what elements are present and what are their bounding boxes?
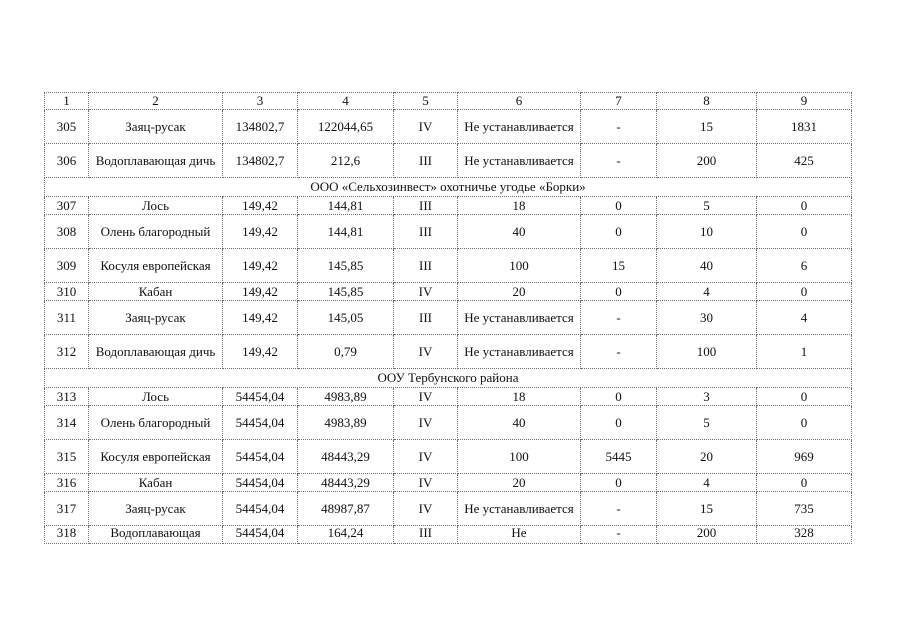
species-cell: Заяц-русак <box>89 110 223 144</box>
species-cell: Косуля европейская <box>89 440 223 474</box>
bonitet-cell: IV <box>394 474 458 492</box>
species-cell: Лось <box>89 388 223 406</box>
bonitet-cell: IV <box>394 492 458 526</box>
quota-cell: - <box>581 335 657 369</box>
area-cell: 149,42 <box>223 215 298 249</box>
min-density-cell: 4 <box>657 474 757 492</box>
habitat-area-cell: 145,85 <box>298 283 394 301</box>
min-density-cell: 5 <box>657 406 757 440</box>
quota-cell: 0 <box>581 215 657 249</box>
column-header: 2 <box>89 93 223 110</box>
column-header: 9 <box>757 93 852 110</box>
bonitet-cell: IV <box>394 110 458 144</box>
norm-cell: 18 <box>458 197 581 215</box>
table-row <box>45 144 852 178</box>
column-header: 8 <box>657 93 757 110</box>
count-cell: 0 <box>757 283 852 301</box>
bonitet-cell: III <box>394 144 458 178</box>
min-density-cell: 200 <box>657 526 757 544</box>
count-cell: 328 <box>757 526 852 544</box>
quota-cell: 0 <box>581 283 657 301</box>
count-cell: 1831 <box>757 110 852 144</box>
norm-cell: 40 <box>458 406 581 440</box>
bonitet-cell: IV <box>394 406 458 440</box>
area-cell: 149,42 <box>223 197 298 215</box>
quota-cell: - <box>581 144 657 178</box>
quota-cell: - <box>581 110 657 144</box>
row-number-cell: 316 <box>45 474 89 492</box>
quota-cell: 5445 <box>581 440 657 474</box>
species-cell: Кабан <box>89 283 223 301</box>
habitat-area-cell: 4983,89 <box>298 388 394 406</box>
bonitet-cell: III <box>394 249 458 283</box>
norm-cell: 40 <box>458 215 581 249</box>
species-cell: Заяц-русак <box>89 492 223 526</box>
min-density-cell: 15 <box>657 110 757 144</box>
row-number-cell: 311 <box>45 301 89 335</box>
habitat-area-cell: 48443,29 <box>298 474 394 492</box>
count-cell: 0 <box>757 388 852 406</box>
norm-cell: Не устанавливается <box>458 492 581 526</box>
habitat-area-cell: 48987,87 <box>298 492 394 526</box>
bonitet-cell: III <box>394 301 458 335</box>
area-cell: 54454,04 <box>223 440 298 474</box>
row-number-cell: 310 <box>45 283 89 301</box>
table-row <box>45 388 852 406</box>
norm-cell: Не устанавливается <box>458 144 581 178</box>
row-number-cell: 307 <box>45 197 89 215</box>
species-cell: Олень благородный <box>89 406 223 440</box>
row-number-cell: 317 <box>45 492 89 526</box>
column-header: 7 <box>581 93 657 110</box>
norm-cell: 100 <box>458 440 581 474</box>
table-row <box>45 335 852 369</box>
quota-cell: 0 <box>581 197 657 215</box>
norm-cell: Не устанавливается <box>458 110 581 144</box>
count-cell: 969 <box>757 440 852 474</box>
count-cell: 6 <box>757 249 852 283</box>
row-number-cell: 305 <box>45 110 89 144</box>
bonitet-cell: III <box>394 215 458 249</box>
area-cell: 54454,04 <box>223 388 298 406</box>
row-number-cell: 314 <box>45 406 89 440</box>
habitat-area-cell: 212,6 <box>298 144 394 178</box>
section-title: ООУ Тербунского района <box>45 369 852 388</box>
table-row <box>45 406 852 440</box>
area-cell: 54454,04 <box>223 492 298 526</box>
table-row <box>45 197 852 215</box>
bonitet-cell: IV <box>394 440 458 474</box>
table-row <box>45 440 852 474</box>
area-cell: 134802,7 <box>223 144 298 178</box>
column-header: 3 <box>223 93 298 110</box>
count-cell: 4 <box>757 301 852 335</box>
species-cell: Олень благородный <box>89 215 223 249</box>
min-density-cell: 5 <box>657 197 757 215</box>
habitat-area-cell: 164,24 <box>298 526 394 544</box>
species-cell: Кабан <box>89 474 223 492</box>
species-cell: Косуля европейская <box>89 249 223 283</box>
area-cell: 149,42 <box>223 249 298 283</box>
habitat-area-cell: 144,81 <box>298 215 394 249</box>
min-density-cell: 20 <box>657 440 757 474</box>
section-row <box>45 369 852 388</box>
habitat-area-cell: 4983,89 <box>298 406 394 440</box>
count-cell: 0 <box>757 406 852 440</box>
min-density-cell: 4 <box>657 283 757 301</box>
norm-cell: 18 <box>458 388 581 406</box>
quota-cell: 0 <box>581 406 657 440</box>
species-cell: Водоплавающая дичь <box>89 144 223 178</box>
table-row <box>45 110 852 144</box>
quota-cell: - <box>581 492 657 526</box>
table-row <box>45 492 852 526</box>
column-header: 4 <box>298 93 394 110</box>
area-cell: 54454,04 <box>223 474 298 492</box>
count-cell: 0 <box>757 474 852 492</box>
species-cell: Лось <box>89 197 223 215</box>
norm-cell: Не устанавливается <box>458 301 581 335</box>
row-number-cell: 318 <box>45 526 89 544</box>
area-cell: 134802,7 <box>223 110 298 144</box>
row-number-cell: 306 <box>45 144 89 178</box>
bonitet-cell: IV <box>394 335 458 369</box>
table-row <box>45 526 852 544</box>
table-row <box>45 301 852 335</box>
habitat-area-cell: 122044,65 <box>298 110 394 144</box>
row-number-cell: 308 <box>45 215 89 249</box>
min-density-cell: 200 <box>657 144 757 178</box>
area-cell: 54454,04 <box>223 526 298 544</box>
min-density-cell: 40 <box>657 249 757 283</box>
column-header: 5 <box>394 93 458 110</box>
habitat-area-cell: 145,85 <box>298 249 394 283</box>
count-cell: 735 <box>757 492 852 526</box>
count-cell: 0 <box>757 197 852 215</box>
quota-cell: - <box>581 301 657 335</box>
species-cell: Заяц-русак <box>89 301 223 335</box>
table-row <box>45 474 852 492</box>
table-row <box>45 283 852 301</box>
column-number-row <box>45 93 852 110</box>
table-row <box>45 249 852 283</box>
min-density-cell: 15 <box>657 492 757 526</box>
column-header: 6 <box>458 93 581 110</box>
table-row <box>45 215 852 249</box>
quota-cell: 15 <box>581 249 657 283</box>
count-cell: 0 <box>757 215 852 249</box>
bonitet-cell: IV <box>394 283 458 301</box>
section-row <box>45 178 852 197</box>
bonitet-cell: IV <box>394 388 458 406</box>
species-cell: Водоплавающая дичь <box>89 335 223 369</box>
min-density-cell: 100 <box>657 335 757 369</box>
bonitet-cell: III <box>394 526 458 544</box>
row-number-cell: 313 <box>45 388 89 406</box>
norm-cell: Не <box>458 526 581 544</box>
species-cell: Водоплавающая <box>89 526 223 544</box>
count-cell: 425 <box>757 144 852 178</box>
norm-cell: 20 <box>458 474 581 492</box>
min-density-cell: 30 <box>657 301 757 335</box>
norm-cell: 100 <box>458 249 581 283</box>
norm-cell: Не устанавливается <box>458 335 581 369</box>
row-number-cell: 315 <box>45 440 89 474</box>
count-cell: 1 <box>757 335 852 369</box>
habitat-area-cell: 144,81 <box>298 197 394 215</box>
quota-cell: 0 <box>581 388 657 406</box>
norm-cell: 20 <box>458 283 581 301</box>
area-cell: 149,42 <box>223 301 298 335</box>
section-title: ООО «Сельхозинвест» охотничье угодье «Борки» <box>45 178 852 197</box>
game-quota-table <box>44 92 852 544</box>
area-cell: 54454,04 <box>223 406 298 440</box>
column-header: 1 <box>45 93 89 110</box>
area-cell: 149,42 <box>223 283 298 301</box>
habitat-area-cell: 0,79 <box>298 335 394 369</box>
area-cell: 149,42 <box>223 335 298 369</box>
row-number-cell: 312 <box>45 335 89 369</box>
quota-cell: - <box>581 526 657 544</box>
quota-cell: 0 <box>581 474 657 492</box>
habitat-area-cell: 145,05 <box>298 301 394 335</box>
min-density-cell: 10 <box>657 215 757 249</box>
min-density-cell: 3 <box>657 388 757 406</box>
bonitet-cell: III <box>394 197 458 215</box>
habitat-area-cell: 48443,29 <box>298 440 394 474</box>
row-number-cell: 309 <box>45 249 89 283</box>
